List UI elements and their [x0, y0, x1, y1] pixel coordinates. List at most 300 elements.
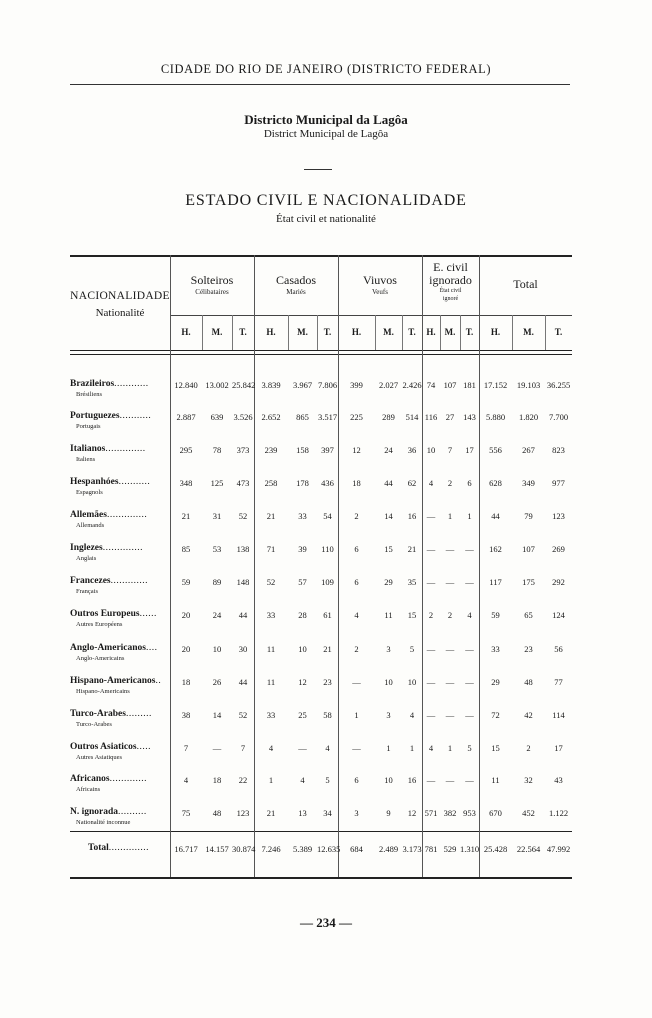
table-cell: 116 — [424, 412, 438, 422]
table-cell: 30.874 — [232, 844, 256, 854]
table-cell: 452 — [522, 808, 535, 818]
table-cell: 571 — [424, 808, 438, 818]
table-cell: 21 — [266, 808, 276, 818]
leader-dots: ..... — [136, 742, 151, 752]
subheader-cell: H. — [351, 327, 362, 337]
table-row — [70, 444, 572, 474]
table-cell: 72 — [491, 710, 500, 720]
row-label-text: Hispano-Americanos — [70, 676, 156, 686]
table-cell: 25.842 — [232, 380, 256, 390]
table-cell: 3 — [386, 644, 391, 654]
section-title-fr: État civil et nationalité — [276, 213, 376, 225]
group-label: Total — [513, 277, 538, 291]
table-cell: 56 — [554, 644, 563, 654]
row-label-fr: Anglo-Americains — [76, 655, 125, 662]
header-rule — [70, 84, 570, 85]
table-cell: 239 — [264, 445, 278, 455]
table-cell: 2 — [447, 610, 453, 620]
table-cell: — — [426, 544, 436, 554]
table-cell: 148 — [236, 577, 250, 587]
subheader-cell: M. — [211, 327, 223, 337]
leader-dots: .. — [155, 676, 162, 686]
table-cell: 3 — [354, 808, 359, 818]
table-cell: 14.157 — [205, 844, 229, 854]
group-label-fr-line1: État civil — [439, 288, 462, 294]
table-cell: — — [445, 644, 455, 654]
table-cell: 89 — [212, 577, 222, 587]
leader-dots: .............. — [108, 843, 150, 853]
table-cell: 52 — [238, 710, 248, 720]
table-cell: 12 — [352, 445, 361, 455]
table-cell: 62 — [407, 478, 417, 488]
table-cell: 6 — [467, 478, 472, 488]
table-cell: 7.700 — [548, 412, 569, 422]
leader-dots: .............. — [106, 510, 148, 520]
table-cell: — — [426, 775, 436, 785]
table-cell: 6 — [354, 775, 359, 785]
table-cell: 42 — [524, 710, 533, 720]
table-cell: 16 — [407, 775, 417, 785]
table-cell: 33 — [266, 610, 276, 620]
table-cell: 292 — [552, 577, 565, 587]
table-cell: 295 — [179, 445, 193, 455]
table-cell: 4 — [428, 478, 434, 488]
table-top-rule — [70, 255, 572, 257]
table-row — [70, 643, 572, 673]
table-cell: 21 — [407, 544, 417, 554]
table-cell: 23 — [524, 644, 533, 654]
table-cell: — — [445, 577, 455, 587]
table-cell: 117 — [489, 577, 502, 587]
table-cell: 11 — [266, 677, 276, 687]
table-cell: 158 — [296, 445, 309, 455]
row-label-fr: Français — [76, 588, 99, 595]
row-label-text: Anglo-Americanos — [70, 643, 146, 653]
table-cell: 19.103 — [516, 380, 541, 390]
table-cell: 3.839 — [261, 380, 281, 390]
table-cell: 1 — [386, 743, 391, 753]
subheader-cell: M. — [383, 327, 394, 337]
table-cell: 684 — [350, 844, 363, 854]
group-header-widowed — [338, 273, 422, 297]
table-cell: 269 — [552, 544, 565, 554]
row-label — [70, 444, 170, 454]
leader-dots: ........... — [118, 477, 151, 487]
row-label — [70, 411, 170, 421]
subheader-cell: M. — [297, 327, 308, 337]
table-cell: 17 — [465, 445, 474, 455]
row-label — [70, 576, 170, 586]
table-cell: 529 — [443, 844, 457, 854]
table-cell: 10 — [407, 677, 417, 687]
table-cell: 23 — [323, 677, 332, 687]
table-cell: 2 — [428, 610, 434, 620]
table-cell: 21 — [266, 511, 276, 521]
table-cell: 44 — [238, 610, 248, 620]
group-header-unknown-status — [422, 261, 479, 303]
table-cell: 123 — [552, 511, 565, 521]
header-bottom-rule — [70, 350, 572, 351]
table-cell: 3.173 — [402, 844, 422, 854]
table-bottom-rule — [70, 877, 572, 879]
table-cell: 48 — [524, 677, 533, 687]
table-cell: 4 — [354, 610, 359, 620]
table-cell: 267 — [522, 445, 535, 455]
leader-dots: ............. — [109, 774, 147, 784]
table-cell: 7.246 — [261, 844, 281, 854]
table-cell: 2 — [447, 478, 453, 488]
table-row — [70, 774, 572, 804]
row-label — [70, 379, 170, 389]
table-cell: — — [445, 677, 455, 687]
table-cell: 39 — [298, 544, 307, 554]
page-number: — 234 — — [300, 915, 352, 930]
table-cell: — — [212, 743, 222, 753]
table-row — [70, 676, 572, 706]
table-cell: — — [298, 743, 307, 753]
table-cell: 13 — [298, 808, 307, 818]
row-label-fr: Brésiliens — [76, 391, 102, 398]
table-cell: — — [465, 710, 474, 720]
group-label-fr-line2: ignoré — [442, 296, 459, 302]
row-label-text: Total — [88, 843, 109, 853]
table-cell: 670 — [489, 808, 502, 818]
row-label-text: Hespanhóes — [70, 477, 119, 487]
table-cell: 10 — [426, 445, 436, 455]
table-cell: — — [426, 677, 436, 687]
row-label-text: Brazileiros — [70, 379, 115, 389]
table-cell: 1 — [447, 743, 453, 753]
table-cell: 18 — [181, 677, 191, 687]
district-title-fr: District Municipal de Lagôa — [263, 128, 389, 140]
table-cell: 77 — [554, 677, 563, 687]
table-cell: 36 — [407, 445, 417, 455]
table-cell: 4 — [183, 775, 189, 785]
table-cell: 436 — [321, 478, 334, 488]
table-cell: 11 — [384, 610, 393, 620]
table-cell: 15 — [491, 743, 500, 753]
table-cell: 781 — [424, 844, 438, 854]
leader-dots: .............. — [102, 543, 143, 553]
subheader-cell: T. — [465, 327, 474, 337]
table-cell: 47.992 — [546, 844, 571, 854]
table-cell: 52 — [238, 511, 248, 521]
leader-dots: ............. — [110, 576, 148, 586]
table-row — [70, 609, 572, 639]
row-label — [70, 510, 170, 520]
table-cell: 639 — [210, 412, 224, 422]
table-cell: 349 — [522, 478, 535, 488]
group-label: Viuvos — [363, 273, 397, 287]
table-row — [70, 543, 572, 573]
row-label-text: N. ignorada — [70, 807, 119, 817]
table-cell: 21 — [181, 511, 191, 521]
row-label — [70, 477, 170, 487]
table-cell: 7 — [240, 743, 246, 753]
row-label-text: Outros Asiaticos — [70, 742, 137, 752]
table-cell: 11 — [266, 644, 276, 654]
row-label-text: Portuguezes — [70, 411, 120, 421]
table-cell: 17.152 — [483, 380, 508, 390]
table-cell: 44 — [384, 478, 393, 488]
row-label — [70, 676, 170, 686]
table-row — [70, 379, 572, 409]
table-cell: 225 — [350, 412, 363, 422]
table-cell: — — [426, 644, 436, 654]
subheader-cell: H. — [490, 327, 501, 337]
table-cell: 138 — [236, 544, 250, 554]
table-cell: 1 — [467, 511, 472, 521]
table-cell: 35 — [407, 577, 417, 587]
table-cell: 123 — [236, 808, 250, 818]
table-cell: 22.564 — [516, 844, 541, 854]
leader-dots: ............ — [114, 379, 149, 389]
table-cell: 18 — [352, 478, 361, 488]
table-cell: 28 — [298, 610, 307, 620]
table-cell: — — [426, 511, 436, 521]
table-cell: 2.426 — [402, 380, 422, 390]
leader-dots: ........... — [119, 411, 152, 421]
section-title: ESTADO CIVIL E NACIONALIDADE — [185, 192, 467, 209]
table-cell: 5.389 — [292, 844, 313, 854]
row-label-text: Outros Europeus — [70, 609, 140, 619]
table-cell: 1 — [447, 511, 453, 521]
row-label-fr: Africains — [76, 786, 101, 793]
table-cell: 36.255 — [546, 380, 571, 390]
table-cell: 78 — [212, 445, 222, 455]
table-cell: 10 — [384, 677, 393, 687]
leader-dots: .......... — [118, 807, 147, 817]
table-cell: 2.027 — [378, 380, 399, 390]
table-cell: 107 — [522, 544, 535, 554]
table-cell: 823 — [552, 445, 565, 455]
header-bottom-rule-2 — [70, 354, 572, 355]
row-label-fr: Autres Asiatiques — [76, 754, 123, 761]
table-cell: 74 — [426, 380, 436, 390]
table-cell: 3 — [386, 710, 391, 720]
table-cell: 44 — [491, 511, 500, 521]
row-label — [70, 774, 170, 784]
table-cell: 4 — [325, 743, 330, 753]
table-row — [70, 742, 572, 772]
table-cell: 3.526 — [233, 412, 253, 422]
table-cell: 10 — [298, 644, 307, 654]
table-cell: — — [426, 710, 436, 720]
table-cell: 16 — [407, 511, 417, 521]
row-label-text: Africanos — [70, 774, 110, 784]
row-label-fr: Hispano-Americains — [76, 688, 130, 695]
table-cell: 52 — [266, 577, 276, 587]
table-cell: 20 — [181, 610, 191, 620]
table-cell: — — [352, 677, 361, 687]
group-label: Casados — [276, 273, 316, 287]
leader-dots: ......... — [125, 709, 152, 719]
table-cell: 33 — [491, 644, 500, 654]
table-cell: 5 — [409, 644, 415, 654]
table-cell: 6 — [354, 544, 359, 554]
subheader-cell: T. — [323, 327, 332, 337]
table-cell: 65 — [524, 610, 533, 620]
row-label — [70, 742, 170, 752]
table-cell: — — [465, 577, 474, 587]
group-label-fr: Mariés — [286, 288, 306, 296]
table-cell: 17 — [554, 743, 563, 753]
table-cell: 25.428 — [483, 844, 508, 854]
table-cell: 71 — [266, 544, 276, 554]
table-cell: 107 — [443, 380, 457, 390]
table-cell: 26 — [212, 677, 222, 687]
table-cell: 12 — [407, 808, 417, 818]
group-label-line2: ignorado — [429, 273, 472, 287]
table-cell: 162 — [489, 544, 502, 554]
leader-dots: .............. — [105, 444, 146, 454]
separator-rule — [304, 169, 332, 170]
table-cell: 25 — [298, 710, 307, 720]
table-cell: 865 — [296, 412, 309, 422]
row-label-fr: Turco-Arabes — [76, 721, 112, 728]
table-cell: 5 — [467, 743, 472, 753]
row-label-fr: Allemands — [76, 522, 105, 529]
table-cell: 10 — [384, 775, 393, 785]
table-cell: 27 — [445, 412, 455, 422]
table-cell: 258 — [264, 478, 278, 488]
table-cell: — — [465, 775, 474, 785]
subheader-cell: M. — [444, 327, 456, 337]
row-label-fr: Italiens — [76, 456, 96, 463]
table-cell: — — [465, 544, 474, 554]
subheader-cell: H. — [266, 327, 276, 337]
table-cell: 953 — [463, 808, 476, 818]
table-cell: 348 — [179, 478, 193, 488]
table-cell: 2 — [526, 743, 531, 753]
table-cell: 29 — [491, 677, 500, 687]
table-cell: — — [465, 677, 474, 687]
table-row — [70, 807, 572, 837]
subheader-cell: H. — [181, 327, 191, 337]
group-header-single — [170, 273, 254, 297]
table-cell: 2.652 — [261, 412, 281, 422]
table-cell: 1 — [409, 743, 415, 753]
table-cell: 43 — [554, 775, 563, 785]
nationality-header-fr: Nationalité — [95, 307, 145, 319]
table-cell: 61 — [323, 610, 332, 620]
table-cell: 33 — [266, 710, 276, 720]
table-cell: 12.840 — [174, 380, 198, 390]
table-cell: 79 — [524, 511, 533, 521]
table-cell: 514 — [405, 412, 419, 422]
table-cell: 48 — [212, 808, 222, 818]
table-cell: 977 — [552, 478, 565, 488]
table-cell: 175 — [522, 577, 535, 587]
table-cell: 181 — [463, 380, 476, 390]
table-cell: 3.517 — [317, 412, 338, 422]
table-cell: 14 — [212, 710, 222, 720]
table-cell: 125 — [210, 478, 224, 488]
table-cell: 4 — [268, 743, 274, 753]
row-label-fr: Autres Européens — [76, 621, 123, 628]
table-cell: — — [352, 743, 361, 753]
table-cell: — — [445, 775, 455, 785]
table-cell: 556 — [489, 445, 502, 455]
table-cell: 1.310 — [460, 844, 480, 854]
group-header-married — [254, 273, 338, 297]
table-cell: 34 — [323, 808, 332, 818]
table-cell: 5 — [325, 775, 330, 785]
table-cell: 5.880 — [485, 412, 506, 422]
row-label-fr: Anglais — [76, 555, 97, 562]
subheader-cell: T. — [239, 327, 247, 337]
table-cell: 29 — [384, 577, 393, 587]
table-cell: 289 — [382, 412, 395, 422]
row-label — [70, 609, 170, 619]
table-row — [70, 576, 572, 606]
row-label-text: Inglezes — [70, 543, 103, 553]
table-cell: 2.887 — [176, 412, 196, 422]
table-cell: 20 — [181, 644, 191, 654]
table-cell: 57 — [298, 577, 307, 587]
table-cell: 30 — [238, 644, 248, 654]
table-cell: 7.806 — [317, 380, 338, 390]
table-row — [70, 411, 572, 441]
nationality-header: NACIONALIDADE — [70, 290, 170, 302]
group-label-line1: E. civil — [433, 260, 468, 274]
group-header-total — [479, 277, 572, 291]
table-row — [70, 477, 572, 507]
table-cell: 12 — [298, 677, 307, 687]
table-cell: 399 — [350, 380, 363, 390]
row-label — [70, 543, 170, 553]
table-cell: 7 — [447, 445, 453, 455]
table-cell: 18 — [212, 775, 222, 785]
row-label — [70, 643, 170, 653]
row-label — [70, 807, 170, 817]
table-cell: 22 — [238, 775, 248, 785]
table-cell: 54 — [323, 511, 332, 521]
table-cell: 10 — [212, 644, 222, 654]
table-cell: — — [465, 644, 474, 654]
table-cell: 3.967 — [292, 380, 313, 390]
table-row — [70, 510, 572, 540]
table-cell: 21 — [323, 644, 332, 654]
table-cell: 15 — [384, 544, 393, 554]
table-cell: 12.635 — [317, 844, 341, 854]
running-header: CIDADE DO RIO DE JANEIRO (DISTRICTO FEDERAL) — [160, 62, 492, 76]
table-cell: 13.002 — [205, 380, 229, 390]
row-label-text: Francezes — [70, 576, 111, 586]
table-cell: 15 — [407, 610, 417, 620]
table-cell: 9 — [386, 808, 391, 818]
group-label: Solteiros — [190, 273, 234, 287]
table-cell: 53 — [212, 544, 222, 554]
table-cell: 4 — [428, 743, 434, 753]
table-cell: — — [426, 577, 436, 587]
row-label-fr: Nationalité inconnue — [76, 819, 131, 826]
table-cell: 178 — [296, 478, 309, 488]
table-cell: 38 — [181, 710, 191, 720]
table-cell: 382 — [443, 808, 457, 818]
table-cell: 2 — [354, 644, 359, 654]
table-cell: 24 — [212, 610, 222, 620]
table-cell: 473 — [236, 478, 250, 488]
subheader-cell: H. — [426, 327, 436, 337]
table-cell: 11 — [491, 775, 500, 785]
subheader-cell: T. — [408, 327, 416, 337]
table-cell: 4 — [409, 710, 415, 720]
table-cell: — — [445, 710, 455, 720]
subheader-cell: M. — [523, 327, 534, 337]
table-cell: 124 — [552, 610, 565, 620]
district-title: Districto Municipal da Lagôa — [244, 112, 408, 127]
